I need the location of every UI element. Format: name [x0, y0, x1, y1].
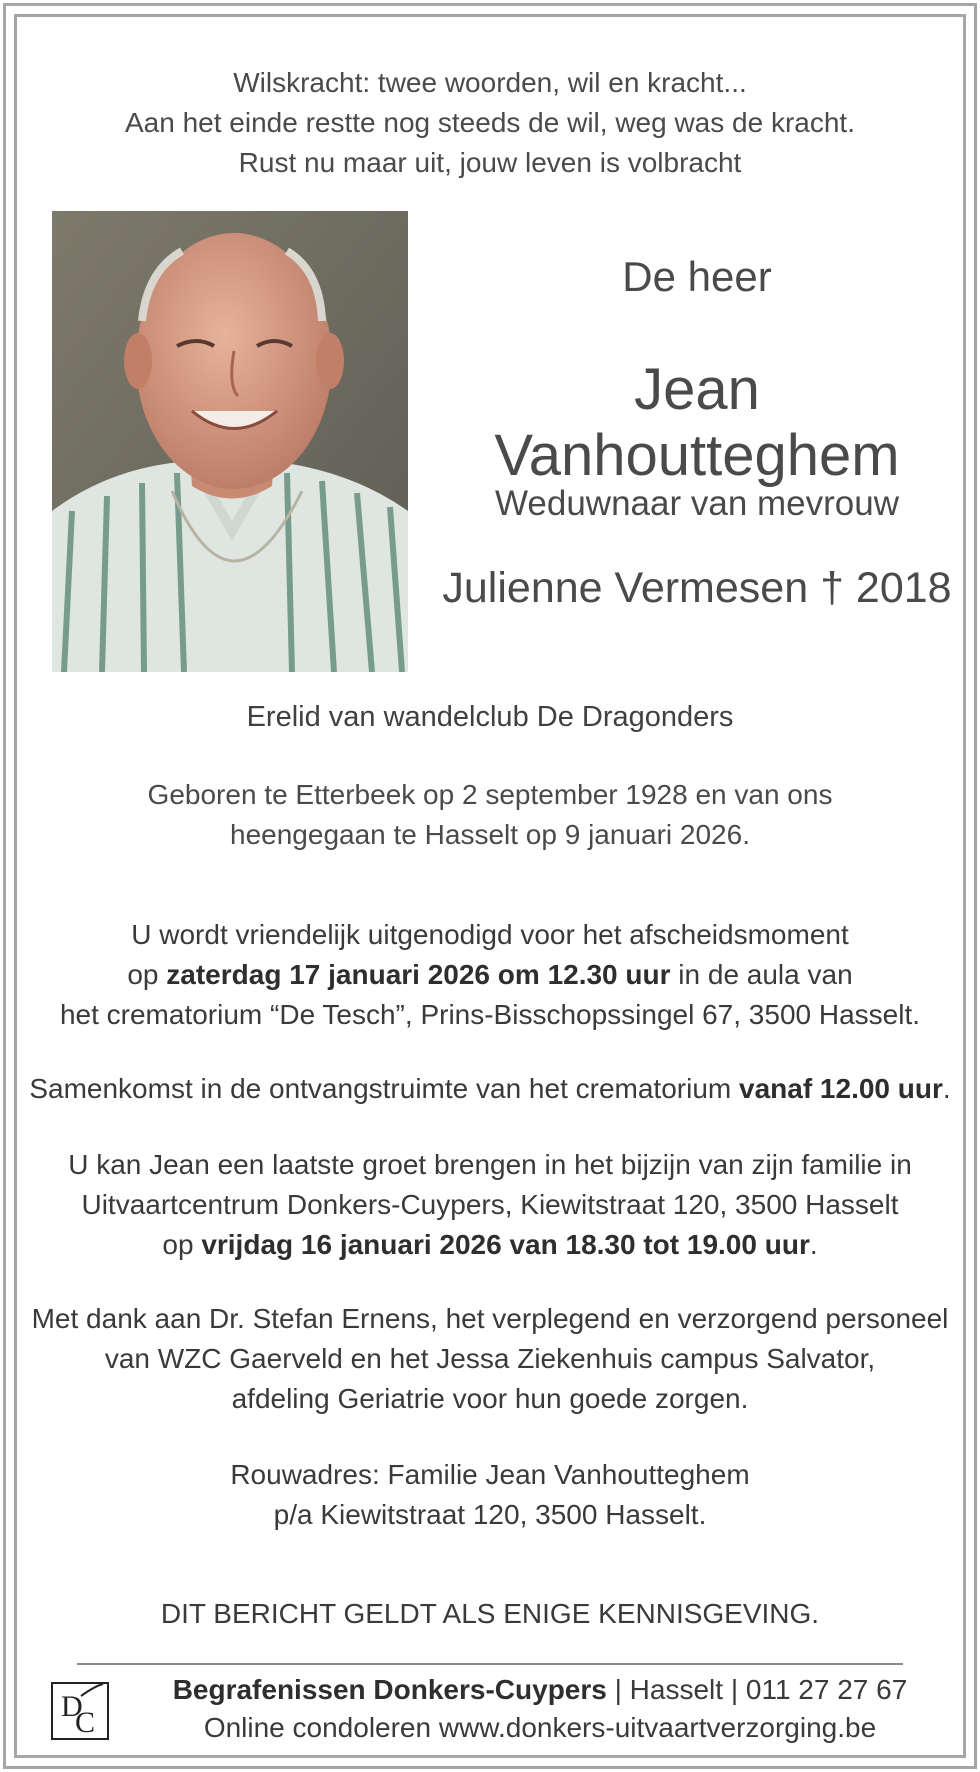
thanks-line: van WZC Gaerveld en het Jessa Ziekenhuis campus Salvator,: [104, 1343, 876, 1374]
thanks-text: [0, 1299, 980, 1419]
gathering-time: vanaf 12.00 uur: [739, 1073, 943, 1104]
company-name: Begrafenissen Donkers-Cuypers: [172, 1674, 607, 1705]
portrait-photo: [52, 211, 408, 672]
footer-divider: [77, 1663, 903, 1665]
svg-text:C: C: [75, 1706, 96, 1739]
online-condolences: Online condoleren www.donkers-uitvaartverzorging.be: [203, 1712, 877, 1743]
visitation-text: [0, 1145, 980, 1265]
visitation-datetime: vrijdag 16 januari 2026 van 18.30 tot 19.00 uur: [201, 1229, 810, 1260]
poem-line: Wilskracht: twee woorden, wil en kracht...: [233, 67, 747, 98]
thanks-line: Met dank aan Dr. Stefan Ernens, het verplegend en verzorgend personeel: [31, 1303, 949, 1334]
ceremony-datetime: zaterdag 17 januari 2026 om 12.30 uur: [166, 959, 671, 990]
honorary-membership: Erelid van wandelclub De Dragonders: [246, 701, 734, 733]
official-notice: DIT BERICHT GELDT ALS ENIGE KENNISGEVING.: [160, 1598, 820, 1629]
poem: [0, 63, 980, 183]
gathering-text: [0, 1069, 980, 1109]
company-details: | Hasselt | 011 27 27 67: [606, 1674, 908, 1705]
crematorium-address: het crematorium “De Tesch”, Prins-Bisschopssingel 67, 3500 Hasselt.: [59, 999, 921, 1030]
thanks-line: afdeling Geriatrie voor hun goede zorgen.: [231, 1383, 749, 1414]
address-line: Rouwadres: Familie Jean Vanhoutteghem: [230, 1459, 750, 1490]
invite-line: [0, 955, 980, 995]
poem-line: Rust nu maar uit, jouw leven is volbracht: [238, 147, 742, 178]
visitation-location: Uitvaartcentrum Donkers-Cuypers, Kiewitstraat 120, 3500 Hasselt: [81, 1189, 899, 1220]
gathering-pre: Samenkomst in de ontvangstruimte van het crematorium: [29, 1073, 739, 1104]
salutation: De heer: [622, 253, 772, 300]
relation-text: Weduwnaar van mevrouw: [495, 484, 899, 523]
visitation-line: [0, 1225, 980, 1265]
gathering-post: .: [942, 1073, 951, 1104]
invite-post: in de aula van: [670, 959, 853, 990]
visitation-post: .: [809, 1229, 818, 1260]
funeral-home-info: [100, 1670, 980, 1710]
visitation-pre: op: [162, 1229, 202, 1260]
poem-line: Aan het einde restte nog steeds de wil, weg was de kracht.: [125, 107, 855, 138]
death-line: heengegaan te Hasselt op 9 januari 2026.: [230, 819, 750, 850]
deceased-name: Jean Vanhoutteghem: [494, 357, 900, 488]
address-line: p/a Kiewitstraat 120, 3500 Hasselt.: [273, 1499, 707, 1530]
invite-pre: op: [127, 959, 167, 990]
mourning-address: [0, 1455, 980, 1535]
spouse-name: Julienne Vermesen † 2018: [442, 564, 952, 612]
birth-line: Geboren te Etterbeek op 2 september 1928 en van ons: [147, 779, 833, 810]
svg-text:D: D: [61, 1690, 83, 1723]
ceremony-invitation: [0, 915, 980, 1035]
invite-line: U wordt vriendelijk uitgenodigd voor het afscheidsmoment: [131, 919, 849, 950]
birth-death-text: [0, 775, 980, 855]
visitation-line: U kan Jean een laatste groet brengen in het bijzijn van zijn familie in: [68, 1149, 912, 1180]
